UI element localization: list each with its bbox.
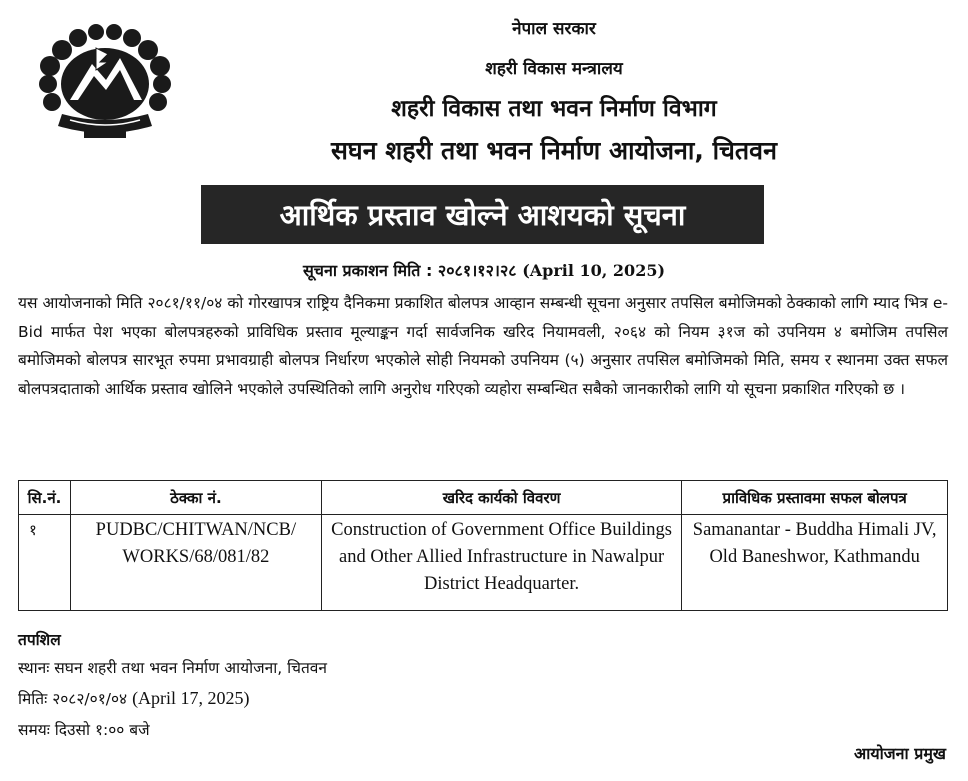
notice-title-banner — [201, 185, 764, 244]
project-name: सघन शहरी तथा भवन निर्माण आयोजना, चितवन — [331, 136, 777, 165]
schedule-details — [18, 628, 327, 749]
schedule-time: समयः दिउसो १:०० बजे — [18, 721, 150, 739]
notice-title: आर्थिक प्रस्ताव खोल्ने आशयको सूचना — [279, 198, 686, 232]
table-row — [19, 515, 948, 611]
cell-serial: १ — [19, 515, 71, 611]
bid-table — [18, 480, 948, 611]
header-successful-bidder: प्राविधिक प्रस्तावमा सफल बोलपत्र — [682, 481, 948, 515]
schedule-place: स्थानः सघन शहरी तथा भवन निर्माण आयोजना, चितवन — [18, 659, 328, 677]
publication-date — [0, 259, 968, 281]
letterhead — [180, 0, 928, 167]
nepal-emblem-icon — [34, 22, 176, 150]
department-name: शहरी विकास तथा भवन निर्माण विभाग — [391, 96, 717, 122]
government-name: नेपाल सरकार — [512, 19, 596, 39]
publication-date-english: (April 10, 2025) — [522, 261, 666, 280]
cell-successful-bidder: Samanantar - Buddha Himali JV, Old Baneshwor, Kathmandu — [682, 515, 948, 611]
schedule-date-english: (April 17, 2025) — [132, 688, 250, 708]
publication-date-label: सूचना प्रकाशन मिति : २०८१।१२।२८ — [302, 261, 517, 280]
signoff: आयोजना प्रमुख — [853, 744, 946, 763]
ministry-name: शहरी विकास मन्त्रालय — [485, 59, 623, 79]
header-serial: सि.नं. — [19, 481, 71, 515]
schedule-date — [18, 687, 327, 718]
cell-contract-no: PUDBC/CHITWAN/NCB/ WORKS/68/081/82 — [70, 515, 321, 611]
table-header-row — [19, 481, 948, 515]
schedule-date-label: मितिः २०८२/०१/०४ — [18, 690, 128, 708]
schedule-title: तपशिल — [18, 631, 61, 649]
notice-body: यस आयोजनाको मिति २०८१/११/०४ को गोरखापत्र राष्ट्रिय दैनिकमा प्रकाशित बोलपत्र आव्हान सम्बन्धी सूचना अनुसार तपसिल बमोजिमको ठेक्काको लागि म्याद भित्र e-Bid मार्फत पेश भएका बोलपत्रहरुको प्राविधिक प्रस्ताव मूल्याङ्कन गर्दा सार्वजनिक खरिद नियामवली, २०६४ को नियम ३१ज को उपनियम ४ बमोजिम तपसिल बमोजिमको बोलपत्र सारभूत रुपमा प्रभावग्राही बोलपत्र निर्धारण भएकोले सोही नियमको उपनियम (५) अनुसार तपसिल बमोजिमको मिति, समय र स्थानमा उक्त सफल बोलपत्रदाताको आर्थिक प्रस्ताव खोलिने भएकोले उपस्थितिको लागि अनुरोध गरिएको व्यहोरा सम्बन्धित सबैको जानकारीको लागि यो सूचना प्रकाशित गरिएको छ । — [18, 294, 948, 398]
header-description: खरिद कार्यको विवरण — [321, 481, 681, 515]
cell-description: Construction of Government Office Buildings and Other Allied Infrastructure in Nawalpur District Headquarter. — [321, 515, 681, 611]
header-contract-no: ठेक्का नं. — [70, 481, 321, 515]
